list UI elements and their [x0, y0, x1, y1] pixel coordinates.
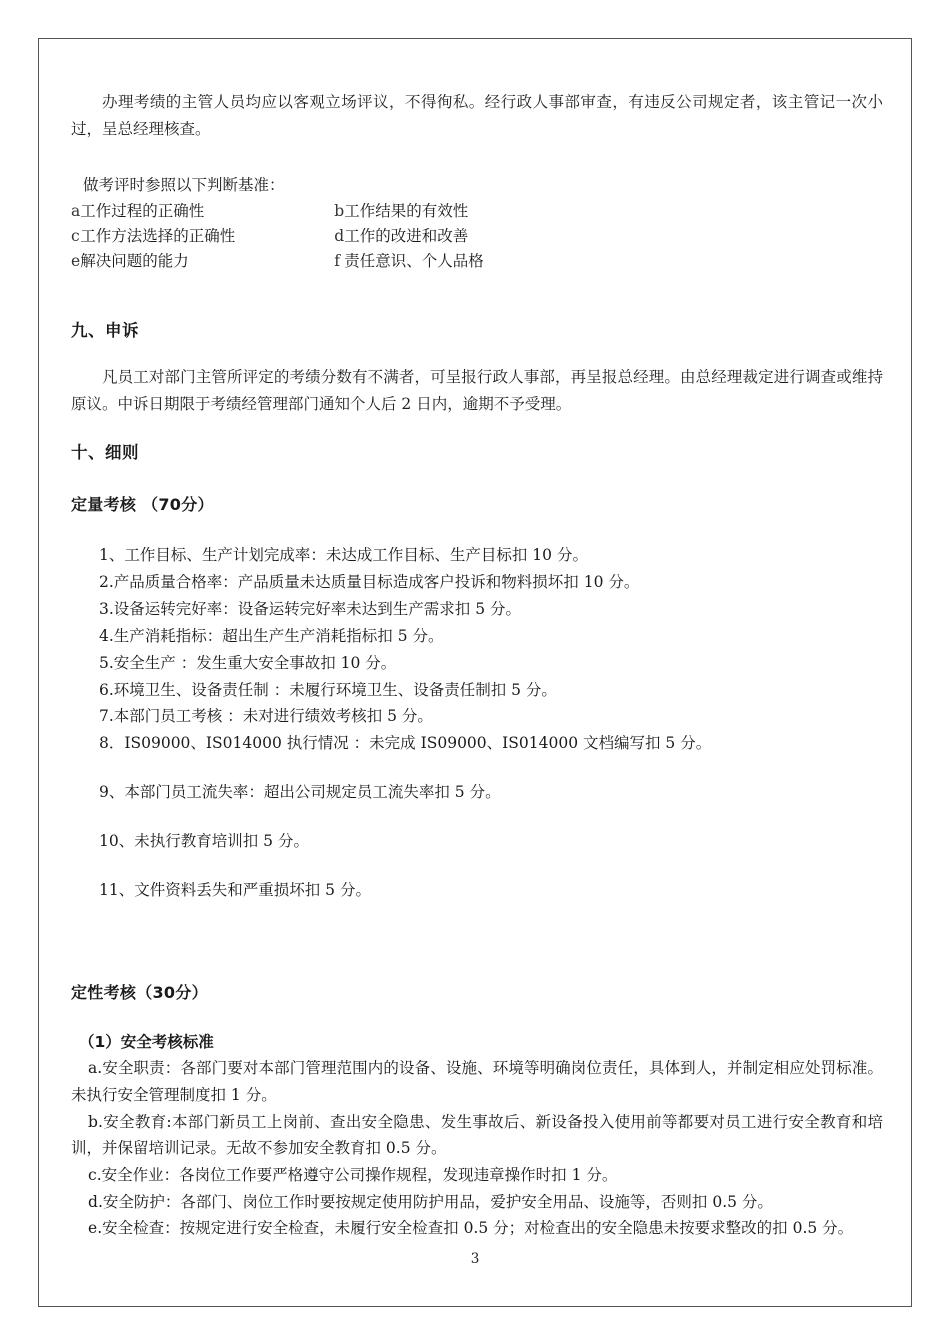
list-item: b.安全教育:本部门新员工上岗前、查出安全隐患、发生事故后、新设备投入使用前等都要对员工进行安全教育和培训，并保留培训记录。无故不参加安全教育扣 0.5 分。: [71, 1112, 883, 1158]
table-row: [71, 224, 484, 249]
spacer: [71, 418, 883, 440]
spacer: [71, 518, 883, 542]
criteria-label-c: 工作方法选择的正确性: [80, 226, 236, 245]
criteria-key-d: d: [334, 226, 345, 245]
criteria-label-e: 解决问题的能力: [80, 251, 189, 270]
criteria-key-b: b: [334, 201, 345, 220]
intro-paragraph: 办理考绩的主管人员均应以客观立场评议，不得徇私。经行政人事部审查，有违反公司规定者，该主管记一次小过，呈总经理核查。: [71, 93, 883, 138]
criteria-label-d: 工作的改进和改善: [344, 226, 469, 245]
criteria-label-a: 工作过程的正确性: [80, 201, 205, 220]
page-number: 3: [470, 1251, 480, 1267]
criteria-lead-in: 做考评时参照以下判断基准：: [83, 176, 285, 195]
list-item: 2.产品质量合格率：产品质量未达质量目标造成客户投诉和物料损坏扣 10 分。: [99, 572, 640, 591]
criteria-key-c: c: [71, 226, 80, 245]
criteria-label-f: 责任意识、个人品格: [344, 251, 484, 270]
list-item: 10、未执行教育培训扣 5 分。: [99, 832, 309, 851]
spacer: [71, 904, 883, 980]
table-row: [71, 199, 484, 224]
table-row: [71, 249, 484, 274]
list-item: 7.本部门员工考核 ：未对进行绩效考核扣 5 分。: [99, 707, 433, 726]
list-item: e.安全检查：按规定进行安全检查，未履行安全检查扣 0.5 分；对检查出的安全隐患未按要求整改的扣 0.5 分。: [88, 1219, 854, 1238]
list-item: d.安全防护：各部门、岗位工作时要按规定使用防护用品，爱护安全用品、设施等，否则扣 0.5 分。: [88, 1192, 773, 1211]
list-item: c.安全作业：各岗位工作要严格遵守公司操作规程，发现违章操作时扣 1 分。: [88, 1166, 618, 1185]
list-item: 3.设备运转完好率：设备运转完好率未达到生产需求扣 5 分。: [99, 599, 522, 618]
list-item: 11、文件资料丢失和严重损坏扣 5 分。: [99, 881, 371, 900]
list-item: 9、本部门员工流失率：超出公司规定员工流失率扣 5 分。: [99, 783, 501, 802]
list-item: 1、工作目标、生产计划完成率：未达成工作目标、生产目标扣 10 分。: [99, 545, 588, 564]
criteria-key-f: f: [334, 251, 340, 270]
appeal-paragraph: 凡员工对部门主管所评定的考绩分数有不满者，可呈报行政人事部，再呈报总经理。由总经理裁定进行调查或维持原议。中诉日期限于考绩经管理部门通知个人后 2 日内，逾期不予受理。: [71, 368, 883, 414]
section-heading-appeal: 九、申诉: [71, 320, 139, 340]
subheading-qualitative-assessment: 定性考核（30分）: [71, 983, 208, 1003]
list-item: 6.环境卫生、设备责任制 ：未履行环境卫生、设备责任制扣 5 分。: [99, 680, 557, 699]
top-margin-spacer: [71, 39, 883, 89]
criteria-key-a: a: [71, 201, 81, 220]
spacer: [71, 142, 883, 172]
spacer: [71, 466, 883, 492]
subheading-safety-criteria: （1）安全考核标准: [79, 1032, 214, 1051]
subheading-quantitative-assessment: 定量考核 （70分）: [71, 495, 214, 515]
spacer: [71, 274, 883, 318]
document-page-frame: [38, 38, 912, 1307]
document-content: [71, 39, 883, 1306]
list-item: 4.生产消耗指标：超出生产生产消耗指标扣 5 分。: [99, 626, 444, 645]
spacer: [71, 1006, 883, 1030]
list-item: a.安全职责：各部门要对本部门管理范围内的设备、设施、环境等明确岗位责任，具体到人，并制定相应处罚标准。未执行安全管理制度扣 1 分。: [71, 1059, 883, 1105]
safety-item-list: [71, 1055, 883, 1242]
criteria-key-e: e: [71, 251, 81, 270]
list-item: 8．IS09000、IS014000 执行情况 ：未完成 IS09000、IS014000 文档编写扣 5 分。: [99, 734, 712, 753]
quantitative-item-list: [71, 542, 883, 905]
list-item: 5.安全生产 ：发生重大安全事故扣 10 分。: [99, 653, 397, 672]
criteria-label-b: 工作结果的有效性: [344, 201, 469, 220]
spacer: [71, 344, 883, 364]
criteria-table: [71, 199, 484, 274]
section-heading-rules: 十、细则: [71, 442, 139, 462]
